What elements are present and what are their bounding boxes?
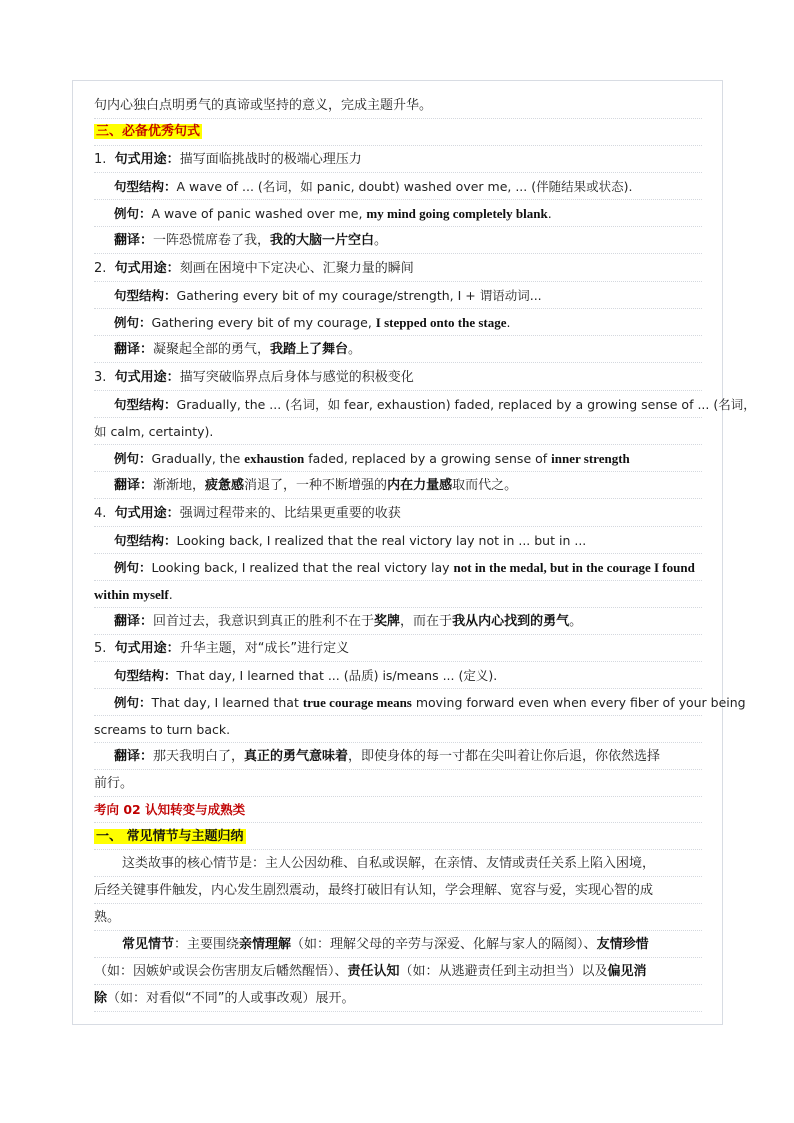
item4-example: 例句：Looking back, I realized that the real victory lay not in the medal, but in the courage I found — [114, 560, 695, 575]
item2-translation: 翻译：凝聚起全部的勇气，我踏上了舞台。 — [114, 342, 362, 357]
item1-example: 例句：A wave of panic washed over me, my mind going completely blank. — [114, 206, 552, 221]
item2-use: 2. 句式用途：刻画在困境中下定决心、汇聚力量的瞬间 — [94, 261, 414, 276]
item3-example: 例句：Gradually, the exhaustion faded, replaced by a growing sense of inner strength — [114, 451, 630, 466]
item2-structure: 句型结构：Gathering every bit of my courage/strength, I + 谓语动词... — [114, 288, 542, 303]
para1-line2: 后经关键事件触发，内心发生剧烈震动，最终打破旧有认知，学会理解、宽容与爱，实现心智的成 — [94, 883, 654, 898]
item5-translation: 翻译：那天我明白了，真正的勇气意味着，即使身体的每一寸都在尖叫着让你后退，你依然选择 — [114, 749, 661, 764]
item4-translation: 翻译：回首过去，我意识到真正的胜利不在于奖牌，而在于我从内心找到的勇气。 — [114, 614, 583, 629]
item2-example: 例句：Gathering every bit of my courage, I stepped onto the stage. — [114, 315, 511, 330]
item3-translation: 翻译：渐渐地，疲惫感消退了，一种不断增强的内在力量感取而代之。 — [114, 478, 518, 493]
item5-use: 5. 句式用途：升华主题，对“成长”进行定义 — [94, 641, 350, 656]
item4-example-cont: within myself. — [94, 587, 173, 602]
item3-structure-cont: 如 calm, certainty). — [94, 424, 214, 439]
item1-structure: 句型结构：A wave of ... (名词，如 panic, doubt) washed over me, ... (伴随结果或状态). — [114, 179, 633, 194]
item1-translation: 翻译：一阵恐慌席卷了我，我的大脑一片空白。 — [114, 233, 388, 248]
item5-example-cont: screams to turn back. — [94, 722, 231, 737]
item3-use: 3. 句式用途：描写突破临界点后身体与感觉的积极变化 — [94, 370, 414, 385]
para2-line2: （如：因嫉妒或误会伤害朋友后幡然醒悟）、责任认知（如：从逃避责任到主动担当）以及偏见消 — [94, 964, 647, 979]
kaoxiang-heading: 考向 02 认知转变与成熟类 — [94, 802, 246, 817]
item5-example: 例句：That day, I learned that true courage means moving forward even when every fiber of your being — [114, 695, 746, 710]
item3-structure: 句型结构：Gradually, the ... (名词，如 fear, exhaustion) faded, replaced by a growing sense of ... (名词， — [114, 397, 756, 412]
section1-heading: 一、 常见情节与主题归纳 — [96, 829, 244, 844]
para2-line1: 常见情节：主要围绕亲情理解（如：理解父母的辛劳与深爱、化解与家人的隔阂）、友情珍惜 — [122, 937, 649, 952]
intro-tail: 句内心独白点明勇气的真谛或坚持的意义，完成主题升华。 — [94, 98, 433, 113]
item1-use: 1. 句式用途：描写面临挑战时的极端心理压力 — [94, 152, 362, 167]
item5-translation-cont: 前行。 — [94, 776, 134, 791]
item5-structure: 句型结构：That day, I learned that ... (品质) is/means ... (定义). — [114, 668, 498, 683]
section3-heading — [94, 120, 202, 144]
section3-title: 三、必备优秀句式 — [96, 124, 201, 139]
para2-line3: 除（如：对看似“不同”的人或事改观）展开。 — [94, 991, 355, 1006]
item4-use: 4. 句式用途：强调过程带来的、比结果更重要的收获 — [94, 506, 401, 521]
item4-structure: 句型结构：Looking back, I realized that the real victory lay not in ... but in ... — [114, 533, 587, 548]
para1-line1: 这类故事的核心情节是：主人公因幼稚、自私或误解，在亲情、友情或责任关系上陷入困境， — [122, 856, 656, 871]
para1-line3: 熟。 — [94, 910, 121, 925]
